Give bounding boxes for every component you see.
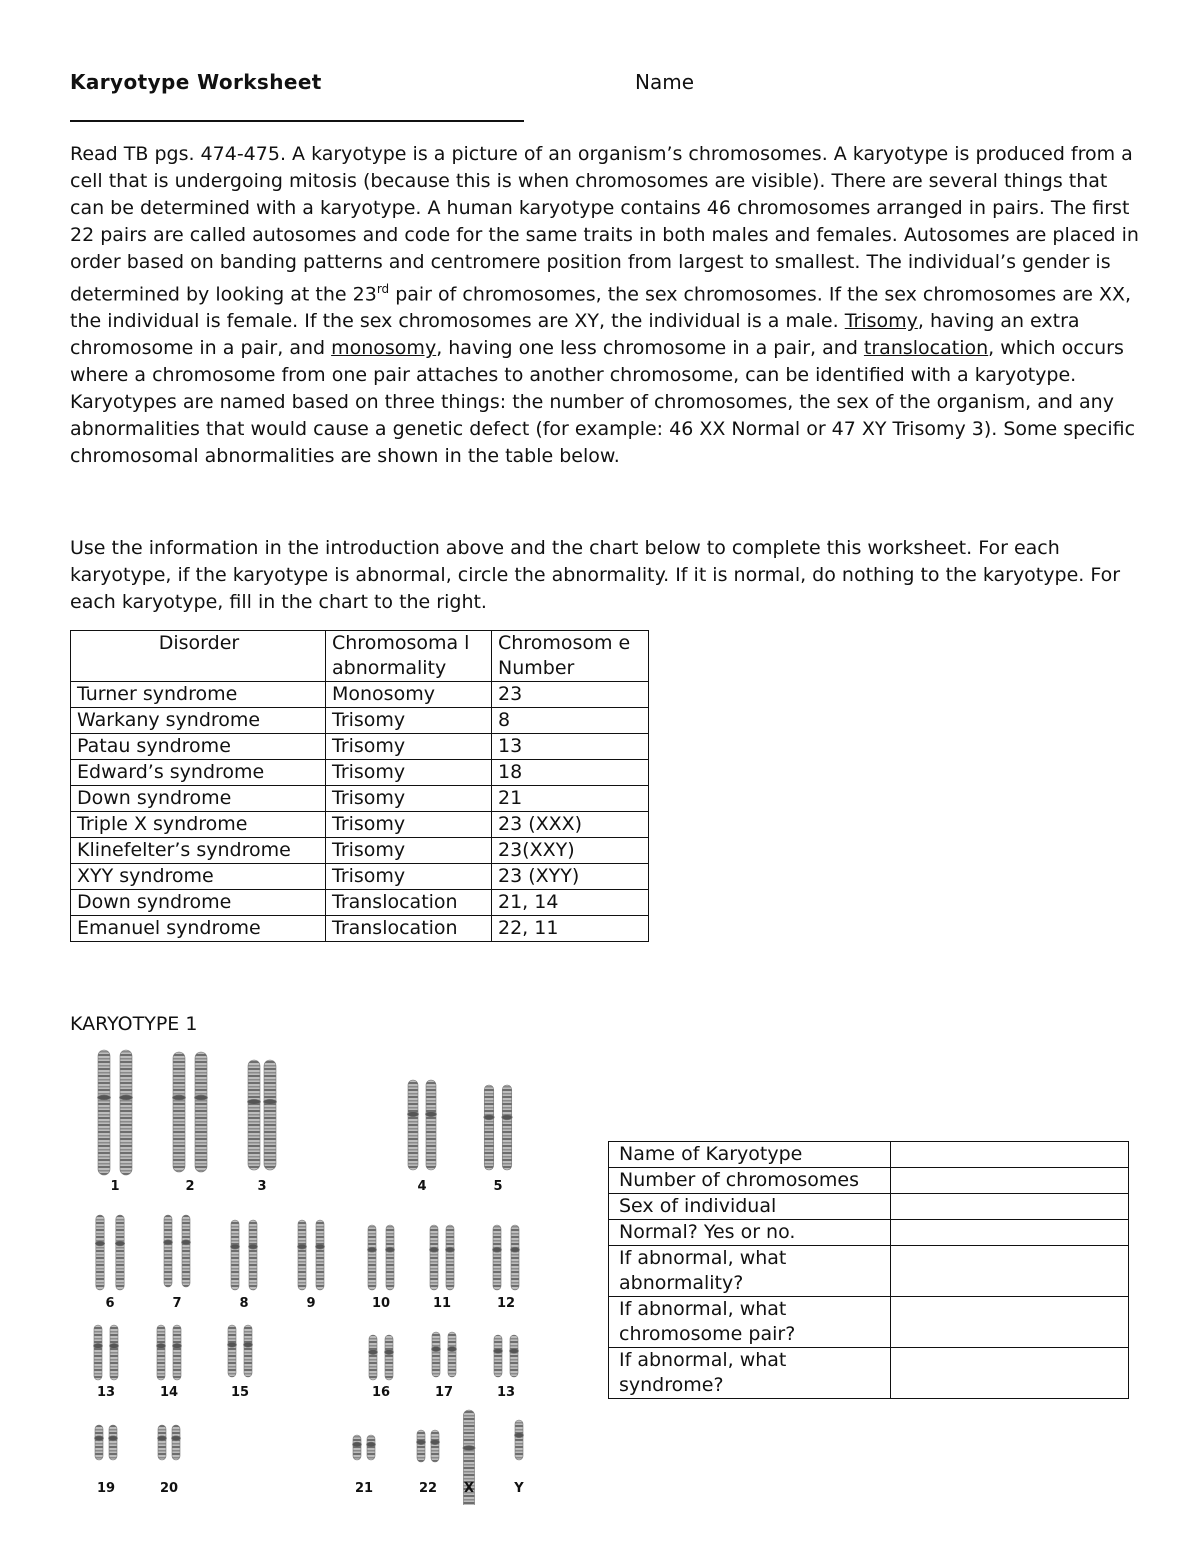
centromere — [95, 1241, 104, 1246]
answer-table — [608, 1141, 1129, 1399]
chromosome — [510, 1335, 518, 1377]
cell-abnormality: Trisomy — [326, 864, 492, 890]
chromosome — [248, 1060, 260, 1170]
table-row — [71, 708, 649, 734]
instructions-paragraph: Use the information in the introduction above and the chart below to complete this worksheet. For each karyotype, if the karyotype is abnormal, circle the abnormality. If it is normal, do nothing to the karyotype. For each karyotype, fill in the chart to the right. — [70, 537, 1121, 613]
cell-chromosome-number: 22, 11 — [492, 916, 649, 942]
worksheet-title: Karyotype Worksheet — [70, 70, 322, 94]
chromosome-label: 7 — [172, 1296, 182, 1311]
chromosome-label: 13 — [96, 1385, 116, 1400]
cell-disorder: Down syndrome — [71, 786, 326, 812]
centromere — [385, 1350, 394, 1355]
cell-disorder: Turner syndrome — [71, 682, 326, 708]
centromere — [353, 1442, 362, 1447]
cell-abnormality: Trisomy — [326, 708, 492, 734]
centromere — [431, 1440, 440, 1445]
term-translocation: translocation — [863, 337, 989, 360]
centromere — [367, 1442, 376, 1447]
centromere — [98, 1095, 111, 1100]
chromosome — [368, 1225, 376, 1290]
chromosome — [120, 1050, 132, 1175]
table-row — [71, 760, 649, 786]
chromosome — [448, 1332, 456, 1377]
chromosome — [95, 1425, 103, 1460]
chromosome — [110, 1325, 118, 1380]
centromere — [448, 1347, 457, 1352]
table-row — [609, 1297, 1129, 1348]
centromere — [511, 1247, 520, 1252]
chromosome — [511, 1225, 519, 1290]
centromere — [430, 1247, 439, 1252]
cell-abnormality: Translocation — [326, 916, 492, 942]
table-row — [609, 1348, 1129, 1399]
answer-question: Sex of individual — [609, 1194, 891, 1220]
cell-disorder: Patau syndrome — [71, 734, 326, 760]
centromere — [249, 1244, 258, 1249]
centromere — [120, 1095, 133, 1100]
chromosome — [158, 1425, 166, 1460]
chromosome-label: 11 — [432, 1296, 452, 1311]
karyotype-title: KARYOTYPE 1 — [70, 1013, 198, 1035]
centromere — [115, 1241, 124, 1246]
answer-question: Normal? Yes or no. — [609, 1220, 891, 1246]
chromosome — [173, 1325, 181, 1380]
answer-question: If abnormal, what chromosome pair? — [609, 1297, 891, 1348]
chromosome — [353, 1435, 361, 1460]
centromere — [94, 1343, 103, 1348]
table-row — [609, 1168, 1129, 1194]
centromere — [110, 1343, 119, 1348]
centromere — [493, 1247, 502, 1252]
answer-question: Name of Karyotype — [609, 1142, 891, 1168]
cell-disorder: XYY syndrome — [71, 864, 326, 890]
chromosome — [484, 1085, 493, 1170]
chromosome — [164, 1215, 172, 1287]
answer-field[interactable] — [891, 1246, 1129, 1297]
centromere — [244, 1342, 253, 1347]
chromosome — [515, 1420, 523, 1460]
centromere — [502, 1115, 512, 1120]
chromosome-label: 16 — [371, 1385, 391, 1400]
chromosome — [116, 1215, 124, 1290]
cell-disorder: Warkany syndrome — [71, 708, 326, 734]
chromosome — [231, 1220, 239, 1290]
chromosome-label: 12 — [496, 1296, 516, 1311]
chromosome-label: 4 — [417, 1179, 427, 1194]
cell-abnormality: Translocation — [326, 890, 492, 916]
cell-disorder: Edward’s syndrome — [71, 760, 326, 786]
chromosome — [316, 1220, 324, 1290]
answer-question: If abnormal, what syndrome? — [609, 1348, 891, 1399]
karyotype-image — [66, 1040, 536, 1505]
cell-abnormality: Trisomy — [326, 812, 492, 838]
chromosome — [385, 1335, 393, 1380]
chromosome — [96, 1215, 104, 1290]
centromere — [298, 1244, 307, 1249]
centromere — [264, 1099, 277, 1104]
cell-abnormality: Trisomy — [326, 734, 492, 760]
chromosome-label: X — [463, 1481, 475, 1496]
cell-chromosome-number: 21 — [492, 786, 649, 812]
table-row — [71, 812, 649, 838]
chromosome — [182, 1215, 190, 1287]
centromere — [182, 1240, 191, 1245]
cell-disorder: Down syndrome — [71, 890, 326, 916]
chromosome-label: 13 — [496, 1385, 516, 1400]
chromosome — [426, 1080, 436, 1170]
centromere — [316, 1244, 325, 1249]
centromere — [368, 1247, 377, 1252]
chromosome — [94, 1325, 102, 1380]
disorder-table — [70, 630, 649, 942]
term-monosomy: monosomy — [331, 337, 437, 360]
chromosome — [408, 1080, 418, 1170]
cell-chromosome-number: 8 — [492, 708, 649, 734]
centromere — [386, 1247, 395, 1252]
chromosome — [431, 1430, 439, 1462]
chromosome — [298, 1220, 306, 1290]
centromere — [248, 1099, 261, 1104]
chromosome-label: 14 — [159, 1385, 179, 1400]
table-row — [609, 1194, 1129, 1220]
name-label: Name — [635, 70, 695, 94]
centromere — [515, 1433, 524, 1438]
chromosome — [367, 1435, 375, 1460]
chromosome — [386, 1225, 394, 1290]
cell-chromosome-number: 18 — [492, 760, 649, 786]
cell-disorder: Klinefelter’s syndrome — [71, 838, 326, 864]
centromere — [173, 1343, 182, 1348]
chromosome-label: 21 — [354, 1481, 374, 1496]
centromere — [432, 1347, 441, 1352]
chromosome-label: Y — [514, 1481, 524, 1496]
centromere — [95, 1436, 104, 1441]
centromere — [164, 1240, 173, 1245]
centromere — [408, 1112, 419, 1117]
chromosome — [228, 1325, 236, 1377]
chromosome — [369, 1335, 377, 1380]
name-underline — [70, 120, 524, 122]
cell-abnormality: Trisomy — [326, 838, 492, 864]
table-row — [71, 890, 649, 916]
centromere — [417, 1440, 426, 1445]
table-row — [71, 916, 649, 942]
answer-field[interactable] — [891, 1194, 1129, 1220]
chromosome-label: 2 — [185, 1179, 195, 1194]
chromosome — [98, 1050, 110, 1175]
chromosome-label: 3 — [257, 1179, 267, 1194]
chromosome-label: 17 — [434, 1385, 454, 1400]
centromere — [231, 1244, 240, 1249]
cell-chromosome-number: 23 (XYY) — [492, 864, 649, 890]
table-row — [71, 734, 649, 760]
header-chromosome-number: Chromosom e Number — [492, 631, 649, 682]
cell-abnormality: Trisomy — [326, 786, 492, 812]
answer-field[interactable] — [891, 1297, 1129, 1348]
chromosome — [417, 1430, 425, 1462]
chromosome-label: 8 — [239, 1296, 249, 1311]
chromosome-label: 9 — [306, 1296, 316, 1311]
chromosome — [157, 1325, 165, 1380]
cell-chromosome-number: 23 — [492, 682, 649, 708]
chromosome-label: 10 — [371, 1296, 391, 1311]
chromosome-label: 22 — [418, 1481, 438, 1496]
chromosome — [432, 1332, 440, 1377]
answer-field[interactable] — [891, 1142, 1129, 1168]
chromosome — [430, 1225, 438, 1290]
table-row — [609, 1142, 1129, 1168]
cell-chromosome-number: 23 (XXX) — [492, 812, 649, 838]
cell-abnormality: Trisomy — [326, 760, 492, 786]
chromosome — [195, 1052, 207, 1172]
centromere — [195, 1095, 208, 1100]
chromosome-label: 19 — [96, 1481, 116, 1496]
centromere — [109, 1436, 118, 1441]
chromosome — [446, 1225, 454, 1290]
centromere — [446, 1247, 455, 1252]
table-row — [71, 682, 649, 708]
centromere — [494, 1348, 503, 1353]
centromere — [426, 1112, 437, 1117]
chromosome — [264, 1060, 276, 1170]
chromosome-label: 20 — [159, 1481, 179, 1496]
header-abnormality: Chromosoma l abnormality — [326, 631, 492, 682]
table-row — [609, 1246, 1129, 1297]
header-disorder: Disorder — [71, 631, 326, 682]
centromere — [463, 1446, 475, 1451]
term-trisomy: Trisomy — [844, 310, 918, 333]
chromosome — [494, 1335, 502, 1377]
chromosome-label: 5 — [493, 1179, 503, 1194]
centromere — [510, 1348, 519, 1353]
answer-question: If abnormal, what abnormality? — [609, 1246, 891, 1297]
centromere — [228, 1342, 237, 1347]
centromere — [484, 1115, 494, 1120]
chromosome — [172, 1425, 180, 1460]
table-row — [71, 786, 649, 812]
cell-chromosome-number: 21, 14 — [492, 890, 649, 916]
centromere — [158, 1436, 167, 1441]
answer-question: Number of chromosomes — [609, 1168, 891, 1194]
chromosome — [244, 1325, 252, 1377]
chromosome — [502, 1085, 511, 1170]
cell-chromosome-number: 13 — [492, 734, 649, 760]
cell-disorder: Triple X syndrome — [71, 812, 326, 838]
chromosome — [249, 1220, 257, 1290]
disorder-table-header — [71, 631, 649, 682]
table-row — [609, 1220, 1129, 1246]
answer-field[interactable] — [891, 1168, 1129, 1194]
answer-field[interactable] — [891, 1348, 1129, 1399]
centromere — [369, 1350, 378, 1355]
chromosome-label: 6 — [105, 1296, 115, 1311]
chromosome-label: 1 — [110, 1179, 120, 1194]
chromosome — [173, 1052, 185, 1172]
chromosome-label: 15 — [230, 1385, 250, 1400]
chromosome — [109, 1425, 117, 1460]
intro-paragraph: Read TB pgs. 474-475. A karyotype is a picture of an organism’s chromosomes. A karyotype is produced from a cell that is undergoing mitosis (because this is when chromosomes are visible). There are several things that can be determined with a karyotype. A human karyotype contains 46 chromosomes arranged in pairs. The first 22 pairs are called autosomes and code for the same traits in both males and females. Autosomes are placed in order based on banding patterns and centromere position from largest to smallest. The individual’s gender is determined by looking at the 23rd pair of chromosomes, the sex chromosomes. If the sex chromosomes are XX, the individual is female. If the sex chromosomes are XY, the individual is a male. Trisomy, having an extra chromosome in a pair, and monosomy, having one less chromosome in a pair, and translocation, which occurs where a chromosome from one pair attaches to another chromosome, can be identified with a karyotype. Karyotypes are named based on three things: the number of chromosomes, the sex of the organism, and any abnormalities that would cause a genetic defect (for example: 46 XX Normal or 47 XY Trisomy 3). Some specific chromosomal abnormalities are shown in the table below. — [70, 143, 1139, 468]
centromere — [157, 1343, 166, 1348]
answer-field[interactable] — [891, 1220, 1129, 1246]
cell-chromosome-number: 23(XXY) — [492, 838, 649, 864]
table-row — [71, 838, 649, 864]
cell-disorder: Emanuel syndrome — [71, 916, 326, 942]
chromosome — [493, 1225, 501, 1290]
centromere — [173, 1095, 186, 1100]
cell-abnormality: Monosomy — [326, 682, 492, 708]
centromere — [172, 1436, 181, 1441]
table-row — [71, 864, 649, 890]
